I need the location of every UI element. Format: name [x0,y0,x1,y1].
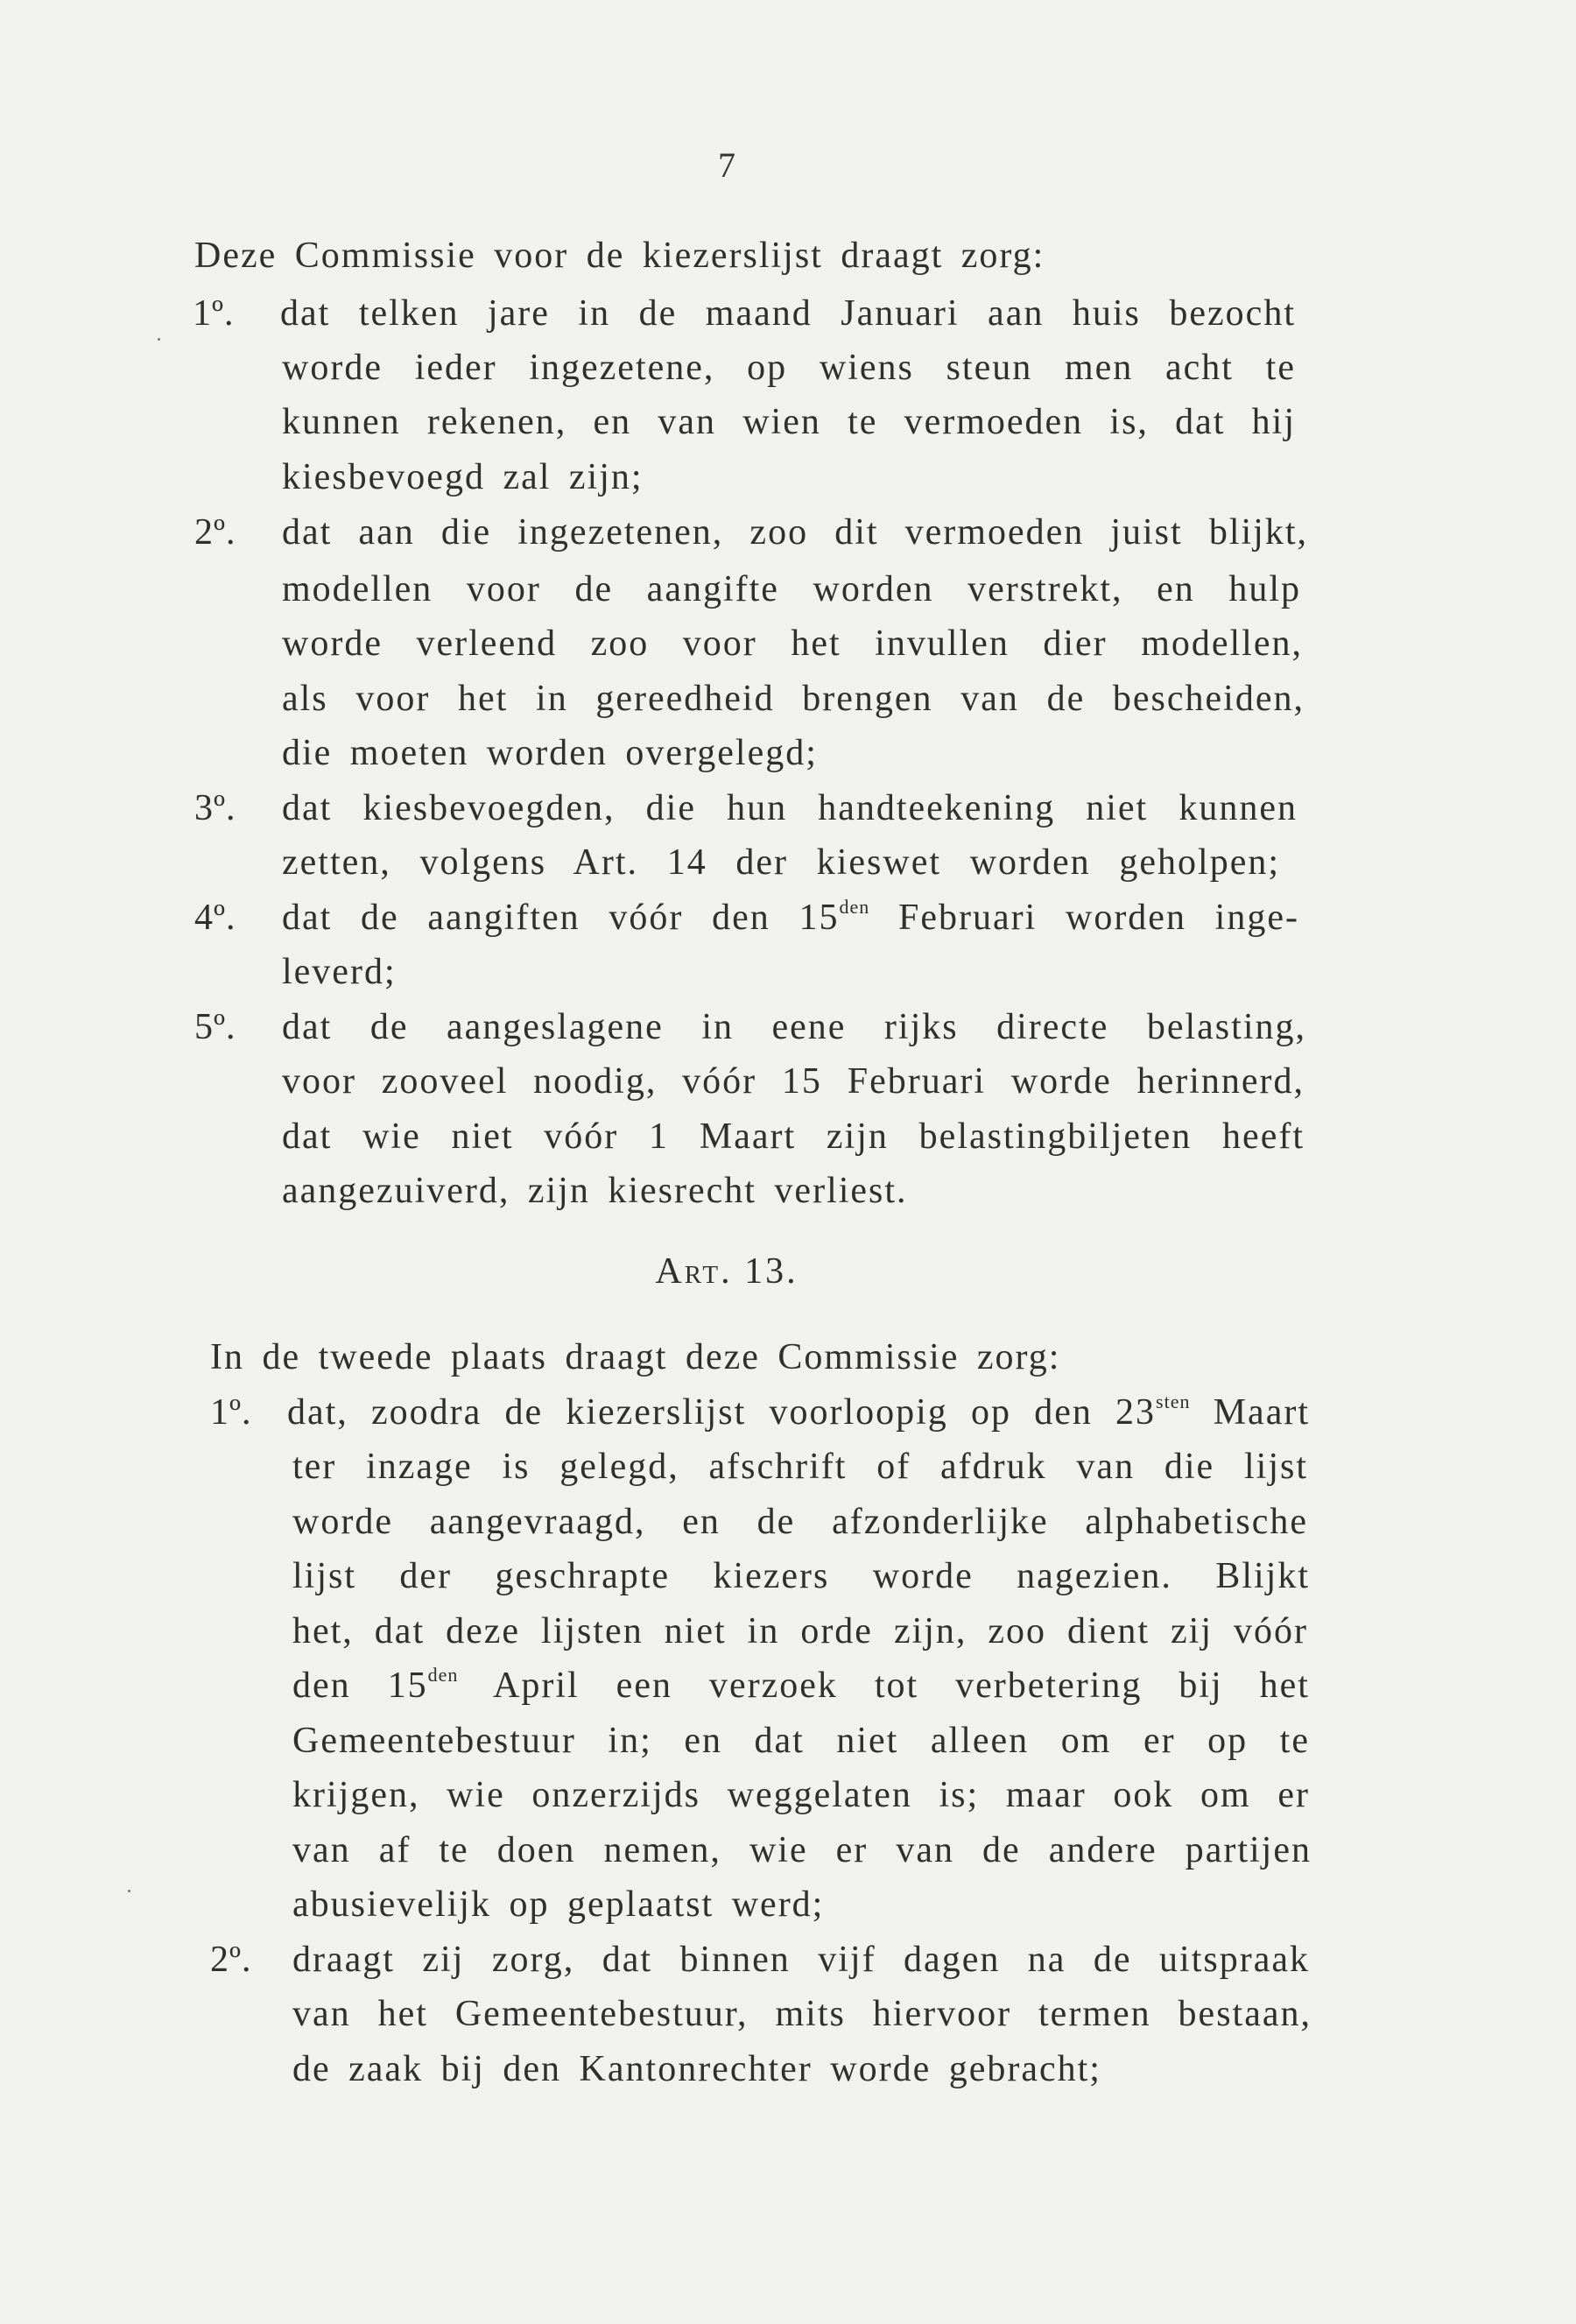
item-line: van het Gemeentebestuur, mits hiervoor termen bestaan, [292,1994,1312,2034]
item-line: dat telken jare in de maand Januari aan huis bezocht [280,293,1296,334]
item-line: dat, zoodra de kiezerslijst voorloopig op den $23^{sten}$ Maart [287,1391,1310,1433]
section1-intro: Deze Commissie voor de kiezerslijst draagt zorg: [194,236,1045,276]
article-heading: Art. 13. [655,1251,799,1292]
superscript: sten [1156,1391,1191,1412]
item-line: van af te doen nemen, wie er van de andere partijen [292,1830,1312,1870]
item-line: het, dat deze lijsten niet in orde zijn, zoo dient zij vóór [292,1611,1308,1651]
item-line: leverd; [282,952,397,992]
item-line: modellen voor de aangifte worden verstrekt, en hulp [282,569,1301,609]
item-line: dat wie niet vóór 1 Maart zijn belastingbiljeten heeft [282,1116,1305,1157]
item-line: voor zooveel noodig, vóór 15 Februari worde herinnerd, [282,1061,1305,1102]
item-number: 4º. [194,898,236,938]
item-line: lijst der geschrapte kiezers worde nagezien. Blijkt [292,1556,1310,1596]
item-line: zetten, volgens Art. 14 der kieswet worden geholpen; [282,842,1280,883]
item-line: dat de aangiften vóór den $15^{den}$ Februari worden inge- [282,896,1299,938]
superscript: den [427,1664,459,1686]
item-line: die moeten worden overgelegd; [282,733,818,773]
item-number: 2º. [194,512,236,553]
scan-speck [158,338,160,341]
item-number: 3º. [194,788,236,828]
item-line: kiesbevoegd zal zijn; [282,457,644,497]
item-line: dat aan die ingezetenen, zoo dit vermoeden juist blijkt, [282,512,1308,553]
section2-intro: In de tweede plaats draagt deze Commissie zorg: [210,1337,1061,1377]
item-number: 1º. [193,293,235,334]
scan-speck [128,1890,130,1892]
item-line: worde aangevraagd, en de afzonderlijke alphabetische [292,1502,1308,1542]
item-number: 1º. [210,1392,252,1433]
item-line: dat kiesbevoegden, die hun handteekening niet kunnen [282,788,1298,828]
item-number: 2º. [210,1940,252,1980]
item-line: aangezuiverd, zijn kiesrecht verliest. [282,1171,908,1211]
item-line: Gemeentebestuur in; en dat niet alleen om er op te [292,1721,1310,1761]
item-line: den $15^{den}$ April een verzoek tot verbetering bij het [292,1664,1310,1706]
page-number: 7 [718,145,735,185]
item-line: draagt zij zorg, dat binnen vijf dagen na de uitspraak [292,1940,1310,1980]
item-number: 5º. [194,1007,236,1047]
item-line: als voor het in gereedheid brengen van de bescheiden, [282,679,1305,719]
item-line: worde verleend zoo voor het invullen dier modellen, [282,623,1303,664]
superscript: den [839,896,870,918]
item-line: abusievelijk op geplaatst werd; [292,1884,825,1925]
item-line: de zaak bij den Kantonrechter worde gebracht; [292,2049,1101,2089]
item-line: dat de aangeslagene in eene rijks directe belasting, [282,1007,1306,1047]
item-line: kunnen rekenen, en van wien te vermoeden is, dat hij [282,402,1296,442]
item-line: ter inzage is gelegd, afschrift of afdruk van die lijst [292,1447,1308,1487]
item-line: worde ieder ingezetene, op wiens steun men acht te [282,348,1296,388]
item-line: krijgen, wie onzerzijds weggelaten is; maar ook om er [292,1775,1310,1815]
